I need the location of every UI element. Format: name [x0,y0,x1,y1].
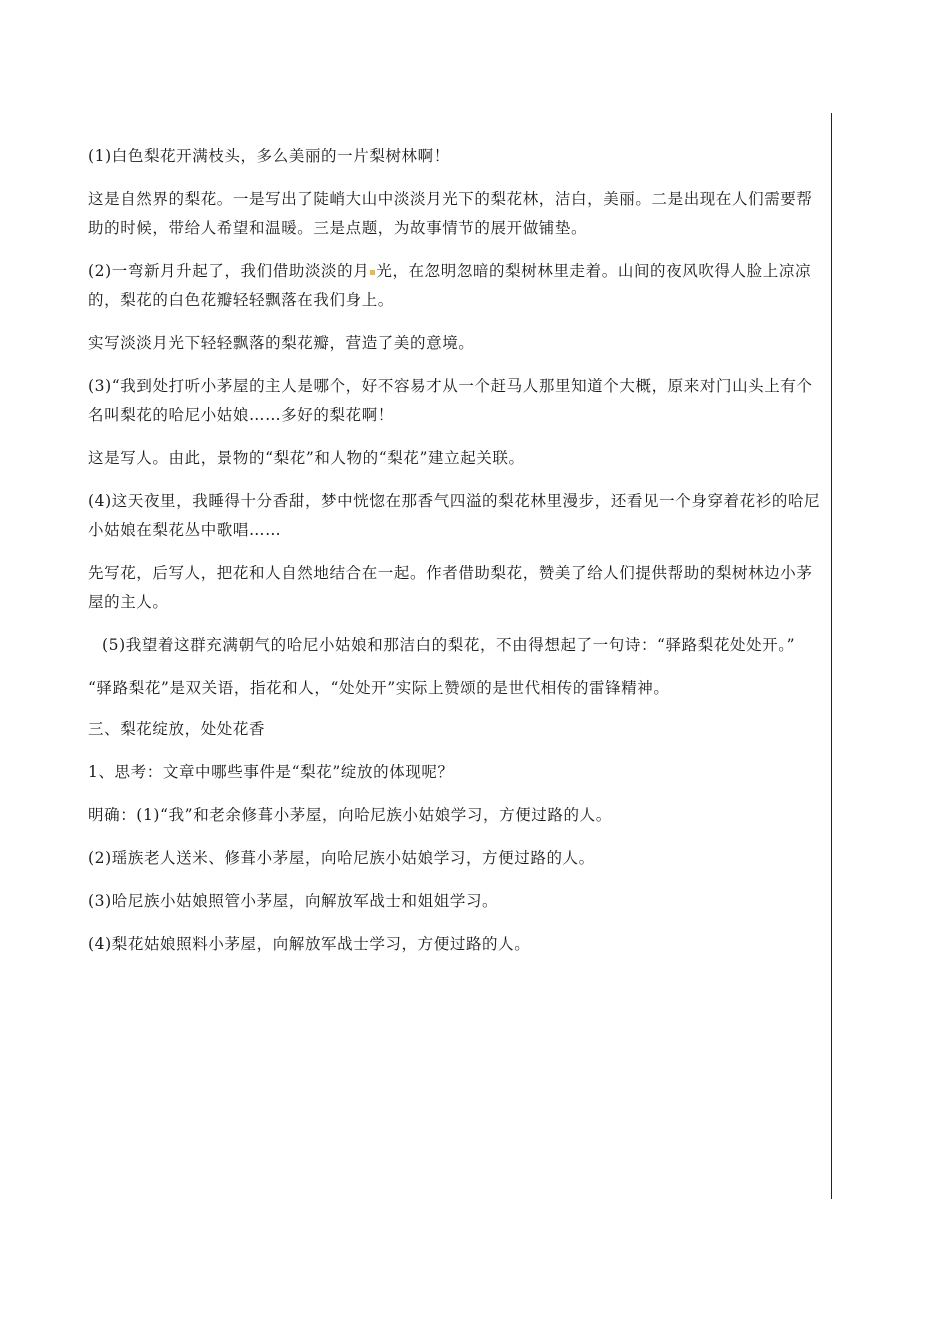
paragraph-quote-3: (3)“我到处打听小茅屋的主人是哪个，好不容易才从一个赶马人那里知道个大概，原来对门山头上有个名叫梨花的哈尼小姑娘……多好的梨花啊！ [88,377,813,424]
document-body [88,142,823,959]
paragraph-quote-5: (5)我望着这群充满朝气的哈尼小姑娘和那洁白的梨花，不由得想起了一句诗：“驿路梨花处处开。” [102,636,796,654]
paragraph-analysis-3: 这是写人。由此，景物的“梨花”和人物的“梨花”建立起关联。 [88,449,525,467]
question-1: 1、思考：文章中哪些事件是“梨花”绽放的体现呢？ [88,763,454,781]
answer-item-4: (4)梨花姑娘照料小茅屋，向解放军战士学习，方便过路的人。 [88,935,531,953]
paragraph-quote-2-part-a: (2)一弯新月升起了，我们借助淡淡的月 [88,262,370,280]
paragraph-analysis-4: 先写花，后写人，把花和人自然地结合在一起。作者借助梨花，赞美了给人们提供帮助的梨树林边小茅屋的主人。 [88,564,813,611]
paragraph-quote-1: (1)白色梨花开满枝头，多么美丽的一片梨树林啊！ [88,147,450,165]
answer-item-2: (2)瑶族老人送米、修葺小茅屋，向哈尼族小姑娘学习，方便过路的人。 [88,849,595,867]
section-heading: 三、梨花绽放，处处花香 [88,720,266,738]
answer-item-1: 明确：(1)“我”和老余修葺小茅屋，向哈尼族小姑娘学习，方便过路的人。 [88,806,612,824]
paragraph-analysis-5: “驿路梨花”是双关语，指花和人，“处处开”实际上赞颂的是世代相传的雷锋精神。 [88,679,670,697]
paragraph-analysis-2: 实写淡淡月光下轻轻飘落的梨花瓣，营造了美的意境。 [88,334,475,352]
paragraph-quote-2 [88,257,823,315]
paragraph-analysis-1: 这是自然界的梨花。一是写出了陡峭大山中淡淡月光下的梨花林，洁白，美丽。二是出现在人们需要帮助的时候，带给人希望和温暖。三是点题，为故事情节的展开做铺垫。 [88,190,813,237]
text-cursor-marker [370,270,375,275]
paragraph-quote-2-part-b: 光，在忽明忽暗的梨树林里走着。山间的夜风吹得人脸上凉凉的，梨花的白色花瓣轻轻飘落在我们身上。 [88,262,812,309]
margin-rule [831,113,832,1199]
paragraph-quote-4: (4)这天夜里，我睡得十分香甜，梦中恍惚在那香气四溢的梨花林里漫步，还看见一个身穿着花衫的哈尼小姑娘在梨花丛中歌唱…… [88,492,821,539]
answer-item-3: (3)哈尼族小姑娘照管小茅屋，向解放军战士和姐姐学习。 [88,892,499,910]
